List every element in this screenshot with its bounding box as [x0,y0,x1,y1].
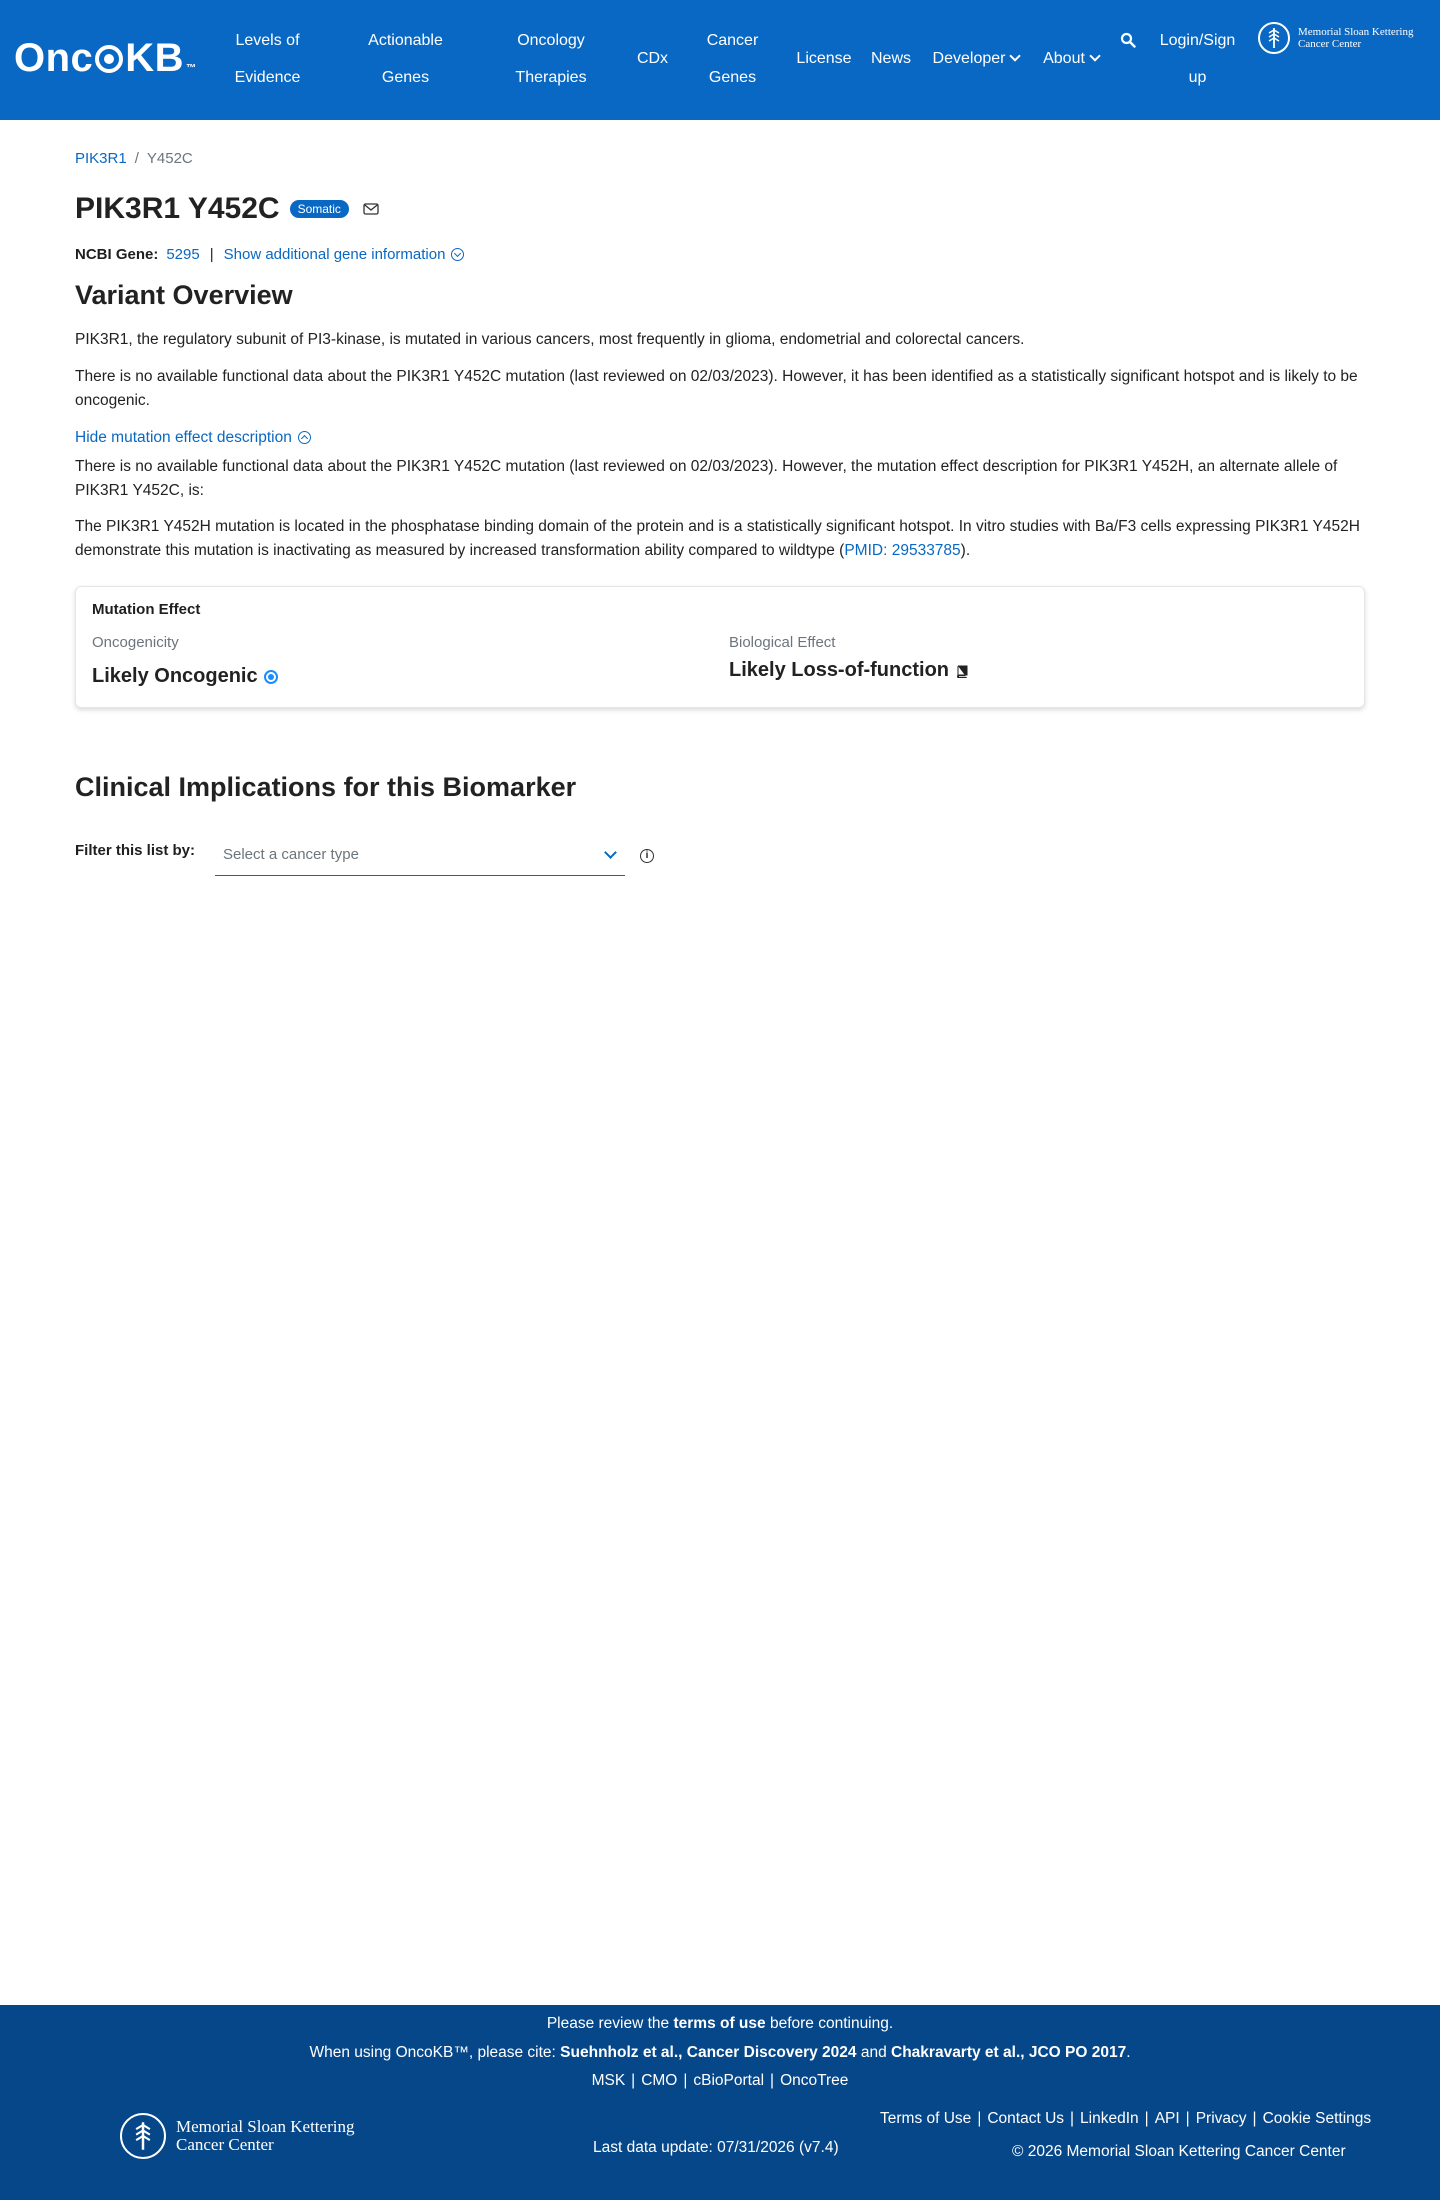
somatic-badge: Somatic [290,200,349,218]
nav-about-dropdown[interactable] [1036,40,1106,77]
pmid-link[interactable]: PMID: 29533785 [844,542,961,559]
nav-levels-of-evidence[interactable] [225,22,310,96]
footer-resource-links: MSK | CMO | cBioPortal | OncoTree [591,2072,849,2089]
msk-logo-icon [120,2113,166,2159]
terms-of-use-footer-link[interactable]: Terms of Use [880,2110,972,2127]
nav-oncology-therapies[interactable] [505,22,597,96]
logo-tm: ™ [186,63,197,74]
msk-logo-icon [1258,22,1290,54]
breadcrumb-current: Y452C [146,150,193,167]
msk-link[interactable]: MSK [591,2072,626,2089]
oncogenicity-text: Likely Oncogenic [92,665,258,687]
filter-label: Filter this list by: [75,842,196,859]
ncbi-gene-label: NCBI Gene: [75,246,159,263]
nav-label-line1: Levels of [235,32,300,49]
cbioportal-link[interactable]: cBioPortal [693,2072,765,2089]
nav-label-line1: Cancer [706,32,759,49]
mutation-effect-card [75,586,1365,708]
logo-text-kb: KB [125,36,185,80]
nav-label-line2: Therapies [515,69,587,86]
toggle-label: Show additional gene information [223,246,446,263]
variant-overview-heading: Variant Overview [75,280,293,310]
ncbi-gene-row [75,246,464,263]
biological-effect-value [729,659,969,682]
logo-text-onc: Onc [14,36,94,80]
msk-name-line1: Memorial Sloan Kettering [1298,26,1414,38]
nav-label-line2: Genes [381,69,430,86]
terms-of-use-link[interactable]: terms of use [673,2015,766,2032]
nav-label: License [796,50,852,67]
toggle-label: Hide mutation effect description [75,429,292,446]
cmo-link[interactable]: CMO [641,2072,678,2089]
mutation-effect-title: Mutation Effect [92,601,201,618]
nav-label: CDx [636,50,669,67]
terms-notice [0,2015,1440,2033]
clinical-implications-heading: Clinical Implications for this Biomarker [75,772,577,802]
nav-cancer-genes[interactable] [695,22,770,96]
breadcrumb [75,150,193,167]
msk-name-line1: Memorial Sloan Kettering [176,2117,355,2136]
alternate-allele-text: There is no available functional data about the PIK3R1 Y452C mutation (last reviewed on 02/03/2023). However, the mutation effect description for PIK3R1 Y452H, an alternate allele of PIK3R1 Y452C, is: [75,458,1338,499]
terms-text: Please review the [546,2015,674,2032]
page-title: PIK3R1 Y452C [75,192,280,225]
login-signup-link[interactable] [1150,22,1245,96]
search-icon[interactable] [1120,32,1136,48]
nav-developer-dropdown[interactable] [926,40,1026,77]
book-icon[interactable] [955,664,969,678]
cite-and: and [856,2044,892,2061]
description-text: The PIK3R1 Y452H mutation is located in the phosphatase binding domain of the protein and is a statistically significant hotspot. In vitro studies with Ba/F3 cells expressing PIK3R1 Y452H demonstrate this mutation is inactivating as measured by increased transformation ability compared to wildtype ( [75,518,1360,559]
cancer-type-select[interactable] [215,840,625,876]
nav-label-line1: Actionable [368,32,443,49]
terms-text-end: before continuing. [765,2015,894,2032]
info-icon[interactable]: i [640,849,654,863]
oncogenicity-label: Oncogenicity [92,634,179,651]
nav-label-line2: Genes [708,69,757,86]
citation-notice [0,2044,1440,2062]
nav-label: Developer [932,50,1006,67]
gene-summary: PIK3R1, the regulatory subunit of PI3-kinase, is mutated in various cancers, most frequently in glioma, endometrial and colorectal cancers. [75,331,1025,348]
nav-cdx[interactable] [630,40,675,77]
description-end: ). [960,542,971,559]
privacy-link[interactable]: Privacy [1195,2110,1247,2127]
last-data-update: Last data update: 07/31/2026 (v7.4) [593,2139,839,2156]
cite-text: When using OncoKB™, please cite: [309,2044,561,2061]
msk-name-line2: Cancer Center [1298,38,1362,50]
mutation-effect-description [75,515,1365,563]
biological-effect-label: Biological Effect [729,634,836,651]
nav-label: News [870,50,911,67]
nav-label-line2: up [1188,69,1207,86]
nav-label-line1: Oncology [517,32,585,49]
logo-o-icon [95,45,123,73]
variant-summary: There is no available functional data about the PIK3R1 Y452C mutation (last reviewed on 02/03/2023). However, it has been identified as a statistically significant hotspot and is likely to be oncogenic. [75,368,1358,409]
oncotree-link[interactable]: OncoTree [780,2072,849,2089]
oncogenicity-value [92,665,278,688]
mail-icon[interactable] [363,203,379,215]
chevron-down-icon [604,846,617,859]
title-row [75,192,379,226]
contact-us-link[interactable]: Contact Us [987,2110,1065,2127]
breadcrumb-gene-link[interactable]: PIK3R1 [75,150,127,167]
cookie-settings-link[interactable]: Cookie Settings [1262,2110,1372,2127]
separator: | [209,246,214,263]
linkedin-link[interactable]: LinkedIn [1080,2110,1139,2127]
chevron-up-circle-icon [298,431,311,444]
show-gene-info-toggle[interactable] [224,246,465,263]
ncbi-gene-link[interactable]: 5295 [166,246,200,263]
nav-actionable-genes[interactable] [358,22,453,96]
chevron-down-icon [1010,50,1021,61]
oncogenic-icon [264,670,278,684]
nav-label-line1: Login/Sign [1159,32,1236,49]
chevron-down-icon [1089,50,1100,61]
chevron-down-circle-icon [451,248,464,261]
nav-news[interactable] [866,40,916,77]
nav-license[interactable] [790,40,858,77]
nav-label: About [1043,50,1085,67]
msk-header-logo[interactable] [1258,22,1413,54]
hide-mutation-effect-toggle[interactable] [75,426,311,450]
citation-link-2[interactable]: Chakravarty et al., JCO PO 2017 [891,2044,1127,2061]
select-placeholder: Select a cancer type [223,846,359,863]
oncokb-logo[interactable] [14,36,197,81]
msk-footer-logo[interactable] [120,2113,354,2159]
cite-end: . [1126,2044,1131,2061]
api-link[interactable]: API [1154,2110,1180,2127]
footer-legal-links: Terms of Use | Contact Us | LinkedIn | API | Privacy | Cookie Settings [880,2110,1372,2127]
nav-label-line2: Evidence [234,69,301,86]
footer [0,2005,1440,2200]
msk-name-line2: Cancer Center [176,2135,274,2154]
top-navbar [0,0,1440,120]
biological-effect-text: Likely Loss-of-function [729,659,949,681]
breadcrumb-separator: / [134,150,139,167]
copyright: © 2026 Memorial Sloan Kettering Cancer Center [1012,2143,1346,2160]
citation-link-1[interactable]: Suehnholz et al., Cancer Discovery 2024 [560,2044,857,2061]
